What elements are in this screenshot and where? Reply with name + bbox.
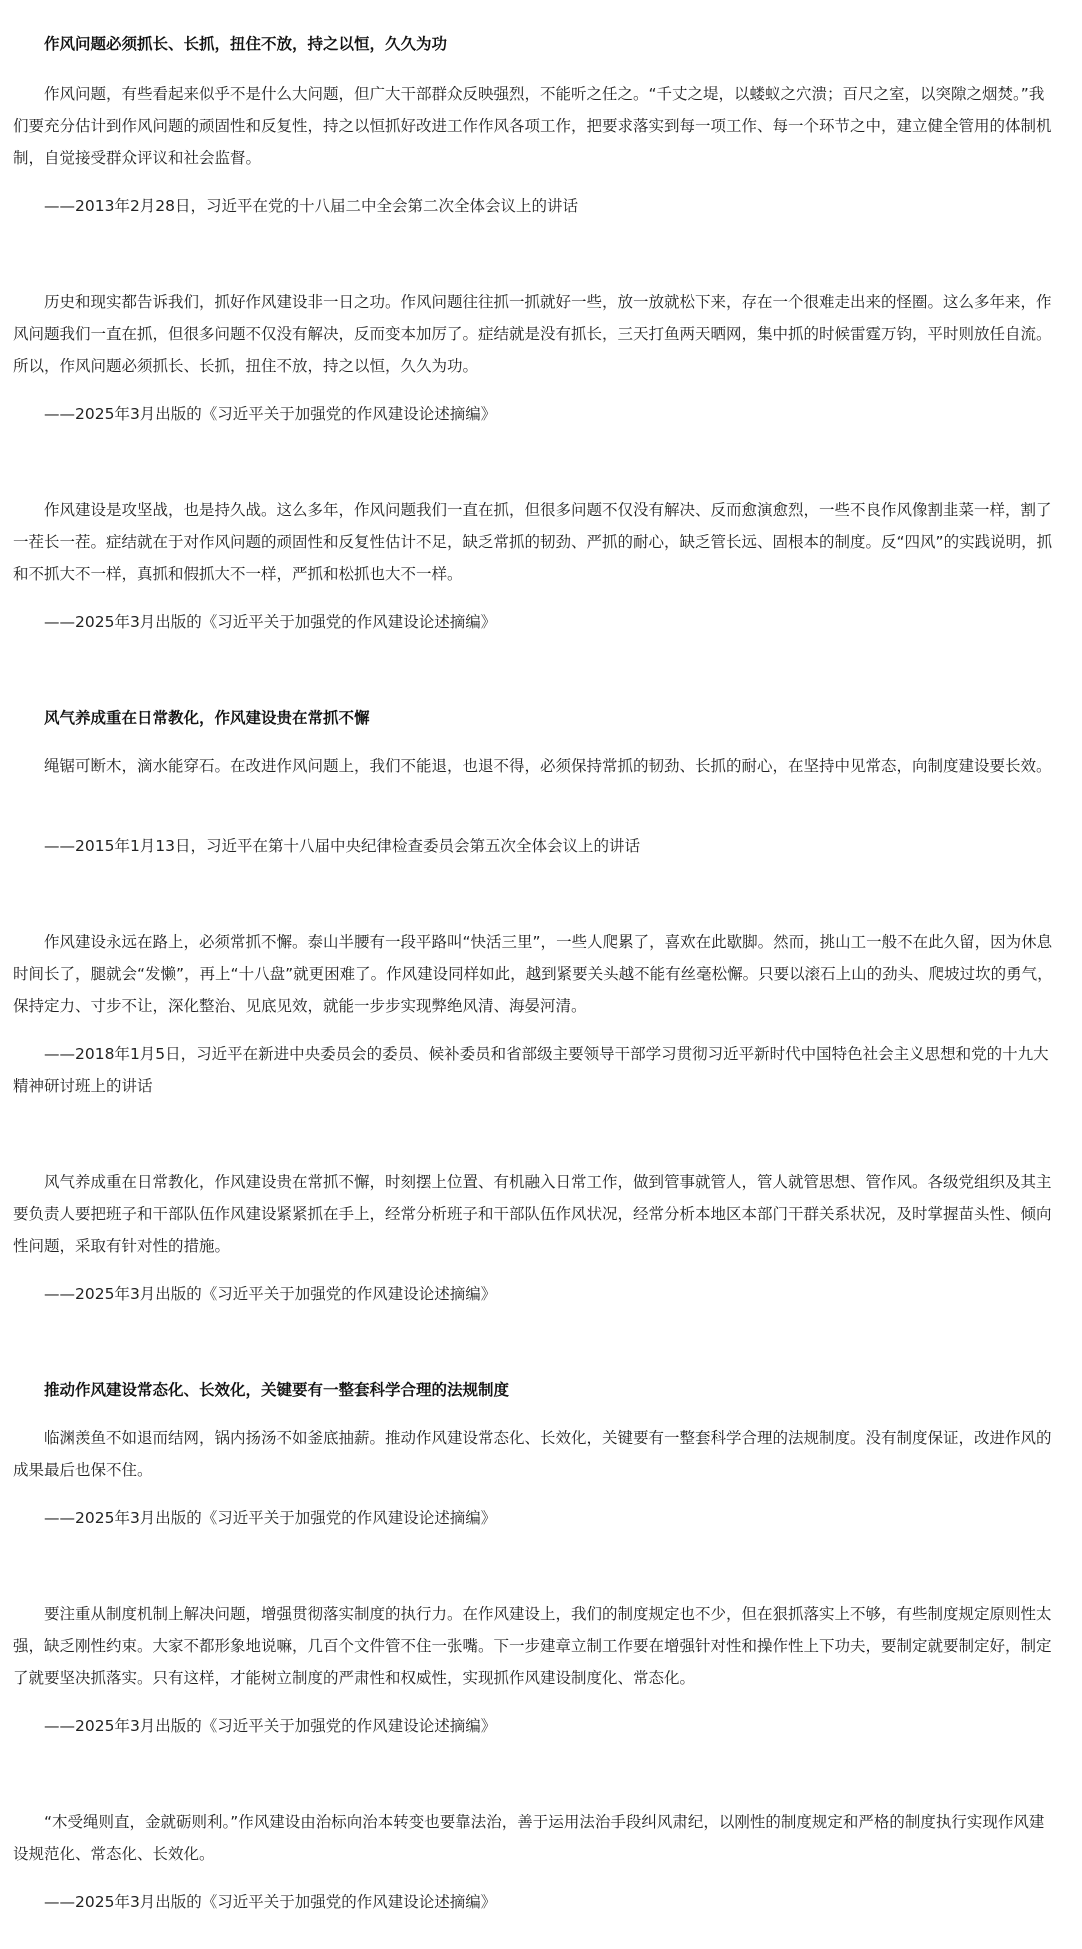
section-heading: 推动作风建设常态化、长效化，关键要有一整套科学合理的法规制度 [44, 1381, 510, 1399]
paragraph: 要注重从制度机制上解决问题，增强贯彻落实制度的执行力。在作风建设上，我们的制度规定也不少，但在狠抓落实上不够，有些制度规定原则性太强，缺乏刚性约束。大家不都形象地说嘛，几百个文件管不住一张嘴。下一步建章立制工作要在增强针对性和操作性上下功夫，要制定就要制定好，制定了就要坚决抓落实。只有这样，才能树立制度的严肃性和权威性，实现抓作风建设制度化、常态化。 [13, 1605, 1052, 1687]
paragraph: 作风建设是攻坚战，也是持久战。这么多年，作风问题我们一直在抓，但很多问题不仅没有解决、反而愈演愈烈，一些不良作风像割韭菜一样，割了一茬长一茬。症结就在于对作风问题的顽固性和反复性估计不足，缺乏常抓的韧劲、严抓的耐心，缺乏管长远、固根本的制度。反“四风”的实践说明，抓和不抓大不一样，真抓和假抓大不一样，严抓和松抓也大不一样。 [13, 501, 1053, 583]
source-citation: ——2025年3月出版的《习近平关于加强党的作风建设论述摘编》 [44, 405, 497, 423]
section-heading: 作风问题必须抓长、长抓，扭住不放，持之以恒，久久为功 [44, 35, 448, 53]
section-heading: 风气养成重在日常教化，作风建设贵在常抓不懈 [44, 709, 370, 727]
paragraph: 作风建设永远在路上，必须常抓不懈。泰山半腰有一段平路叫“快活三里”，一些人爬累了，喜欢在此歇脚。然而，挑山工一般不在此久留，因为休息时间长了，腿就会“发懒”，再上“十八盘”就更困难了。作风建设同样如此，越到紧要关头越不能有丝毫松懈。只要以滚石上山的劲头、爬坡过坎的勇气，保持定力、寸步不让，深化整治、见底见效，就能一步步实现弊绝风清、海晏河清。 [13, 933, 1053, 1015]
source-citation: ——2025年3月出版的《习近平关于加强党的作风建设论述摘编》 [44, 1285, 497, 1303]
source-citation: ——2025年3月出版的《习近平关于加强党的作风建设论述摘编》 [44, 1509, 497, 1527]
source-citation: ——2013年2月28日，习近平在党的十八届二中全会第二次全体会议上的讲话 [44, 197, 579, 215]
source-citation: ——2018年1月5日，习近平在新进中央委员会的委员、候补委员和省部级主要领导干部学习贯彻习近平新时代中国特色社会主义思想和党的十九大精神研讨班上的讲话 [13, 1045, 1049, 1095]
paragraph: “木受绳则直，金就砺则利。”作风建设由治标向治本转变也要靠法治，善于运用法治手段纠风肃纪，以刚性的制度规定和严格的制度执行实现作风建设规范化、常态化、长效化。 [13, 1813, 1045, 1863]
source-citation: ——2025年3月出版的《习近平关于加强党的作风建设论述摘编》 [44, 613, 497, 631]
source-citation: ——2025年3月出版的《习近平关于加强党的作风建设论述摘编》 [44, 1893, 497, 1911]
source-citation: ——2015年1月13日，习近平在第十八届中央纪律检查委员会第五次全体会议上的讲话 [44, 837, 641, 855]
paragraph: 风气养成重在日常教化，作风建设贵在常抓不懈，时刻摆上位置、有机融入日常工作，做到管事就管人，管人就管思想、管作风。各级党组织及其主要负责人要把班子和干部队伍作风建设紧紧抓在手上，经常分析班子和干部队伍作风状况，经常分析本地区本部门干群关系状况，及时掌握苗头性、倾向性问题，采取有针对性的措施。 [13, 1173, 1052, 1255]
paragraph: 作风问题，有些看起来似乎不是什么大问题，但广大干部群众反映强烈，不能听之任之。“千丈之堤，以蝼蚁之穴溃；百尺之室，以突隙之烟焚。”我们要充分估计到作风问题的顽固性和反复性，持之以恒抓好改进工作作风各项工作，把要求落实到每一项工作、每一个环节之中，建立健全管用的体制机制，自觉接受群众评议和社会监督。 [13, 85, 1052, 167]
paragraph: 临渊羡鱼不如退而结网，锅内扬汤不如釜底抽薪。推动作风建设常态化、长效化，关键要有一整套科学合理的法规制度。没有制度保证，改进作风的成果最后也保不住。 [13, 1429, 1052, 1479]
paragraph: 历史和现实都告诉我们，抓好作风建设非一日之功。作风问题往往抓一抓就好一些，放一放就松下来，存在一个很难走出来的怪圈。这么多年来，作风问题我们一直在抓，但很多问题不仅没有解决，反而变本加厉了。症结就是没有抓长，三天打鱼两天晒网，集中抓的时候雷霆万钧，平时则放任自流。所以，作风问题必须抓长、长抓，扭住不放，持之以恒，久久为功。 [13, 293, 1052, 375]
source-citation: ——2025年3月出版的《习近平关于加强党的作风建设论述摘编》 [44, 1717, 497, 1735]
paragraph: 绳锯可断木，滴水能穿石。在改进作风问题上，我们不能退，也退不得，必须保持常抓的韧劲、长抓的耐心，在坚持中见常态，向制度建设要长效。 [44, 757, 1052, 775]
